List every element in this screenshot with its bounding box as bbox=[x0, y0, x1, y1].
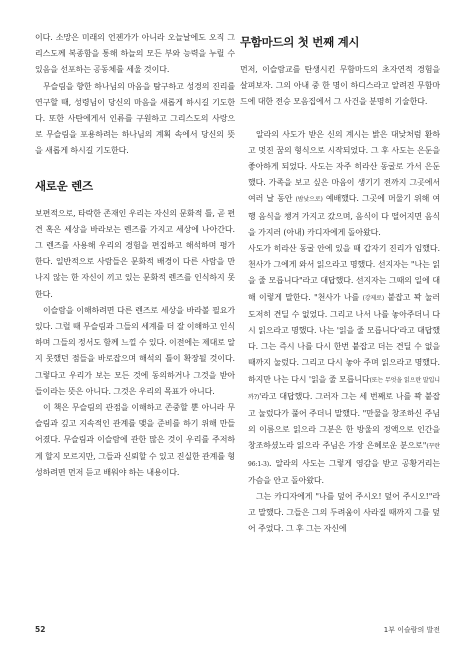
paragraph: 이다. 소망은 미래의 언젠가가 아니라 오늘날에도 오직 그리스도께 복종함을 통해 하늘의 모든 부와 능력을 누릴 수 있음을 선포하는 공동체를 세울 것이다. bbox=[35, 33, 235, 75]
quote-text: 붙잡고 꽉 눌러 도저히 견딜 수 없었다. 그리고 나서 나를 놓아주더니 다시 읽으라고 명했다. 나는 '읽을 줄 모릅니다'라고 대답했다. 그는 즉시 나를 다시 한번 붙잡고 더는 견딜 수 없을 때까지 눌렀다. 그리고 다시 놓아 주며 읽으라고 명했다. 하지만 나는 다시 '읽을 줄 모릅니다 bbox=[248, 292, 440, 384]
paragraph: 이 책은 무슬림의 관점을 이해하고 존중할 뿐 아니라 무슬림과 깊고 지속적인 관계를 맺을 준비를 하기 위해 만들어졌다. 무슬림과 이슬람에 관한 많은 것이 우리를 주저하게 할지 모르지만, 그들과 신뢰할 수 있고 진실한 관계를 형성하려면 먼저 듣고 배워야 하는 내용이다. bbox=[35, 403, 235, 477]
quote-text: '라고 대답했다. 그러자 그는 세 번째로 나를 꽉 붙잡고 눌렀다가 풀어 주더니 말했다. "만물을 창조하신 주님의 이름으로 읽으라 그분은 한 방울의 정액으로 인간을 창조하셨노라 읽으라 주님은 가장 은혜로운 분으로" bbox=[248, 391, 440, 451]
paragraph: 먼저, 이슬람교를 탄생시킨 무함마드의 초자연적 경험을 살펴보자. 그의 아내 중 한 명이 하디스라고 알려진 무함마드에 대한 전승 모음집에서 그 사건을 분명히 기술한다. bbox=[240, 65, 440, 107]
running-title: 1부 이슬람의 발전 bbox=[383, 626, 440, 634]
paragraph: 무슬림을 향한 하나님의 마음을 탐구하고 성경의 진리를 연구할 때, 성령님이 당신의 마음을 새롭게 하시길 기도한다. 또한 사탄에게서 인류를 구원하고 그리스도의 사랑으로 무슬림을 포용하려는 하나님의 계획 속에서 당신의 뜻을 새롭게 하시길 기도한다. bbox=[35, 81, 235, 156]
quote-reference: (꾸란 96:1-3) bbox=[248, 443, 440, 468]
left-column bbox=[35, 30, 235, 481]
page-footer bbox=[35, 625, 440, 637]
section-heading: 무함마드의 첫 번째 계시 bbox=[240, 35, 360, 49]
quote-note: (강제로) bbox=[362, 294, 385, 302]
quote-note: (밤낮으로) bbox=[295, 196, 323, 204]
page-number: 52 bbox=[35, 625, 46, 634]
quote-text: 사도가 히라산 동굴 안에 있을 때 갑자기 진리가 임했다. 천사가 그에게 와서 읽으라고 명했다. 선지자는 "나는 읽을 줄 모릅니다"라고 대답했다. 선지자는 그때의 일에 대해 이렇게 말한다. "천사가 나를 bbox=[248, 244, 440, 302]
quote-text: 알라의 사도가 받은 신의 계시는 밝은 대낮처럼 환하고 멋진 꿈의 형식으로 시작되었다. 그 후 사도는 은둔을 좋아하게 되었다. 사도는 자주 히라산 동굴로 가서 은둔했다. 가족을 보고 싶은 마음이 생기기 전까지 그곳에서 여러 날 동안 bbox=[248, 129, 440, 204]
paragraph: 보편적으로, 타락한 존재인 우리는 자신의 문화적 틀, 곧 편견 혹은 세상을 바라보는 렌즈를 가지고 세상에 나아간다. 그 렌즈를 사용해 우리의 경험을 편집하고 해석하며 평가한다. 일반적으로 사람들은 문화적 배경이 다른 사람을 만나지 않는 한 자신이 끼고 있는 문화적 렌즈를 인식하지 못한다. bbox=[35, 208, 235, 299]
quote-note: (또는 무엇을 읽으란 말입니까?) bbox=[248, 376, 440, 401]
quote-text: . 알라의 사도는 그렇게 영감을 받고 공황거리는 가슴을 안고 돌아왔다. bbox=[248, 458, 440, 485]
block-quote-paragraph bbox=[240, 127, 440, 241]
section-heading: 새로운 렌즈 bbox=[35, 178, 93, 193]
block-quote-paragraph: 그는 카디자에게 "나를 덮어 주시오! 덮어 주시오!"라고 말했다. 그들은 그의 두려움이 사라질 때까지 그를 덮어 주었다. 그 후 그는 자신에 bbox=[248, 492, 440, 534]
quote-text: 예배했다. 그곳에 머물기 위해 여행 음식을 챙겨 가지고 갔으며, 음식이 다 떨어지면 음식을 가지러 (아내) 카디자에게 돌아왔다. bbox=[248, 194, 441, 237]
right-column bbox=[240, 30, 440, 538]
block-quote-paragraph bbox=[240, 241, 440, 489]
paragraph: 이슬람을 이해하려면 다른 렌즈로 세상을 바라볼 필요가 있다. 그럴 때 무슬림과 그들의 세계를 더 잘 이해하고 인식하며 그들의 정서도 함께 느낄 수 있다. 이전에는 제대로 알지 못했던 점들을 바로잡으며 해석의 틀이 확장될 것이다. 그렇다고 우리가 보는 모든 것에 동의하거나 그것을 받아들이라는 뜻은 아니다. 그것은 우리의 목표가 아니다. bbox=[35, 305, 235, 396]
